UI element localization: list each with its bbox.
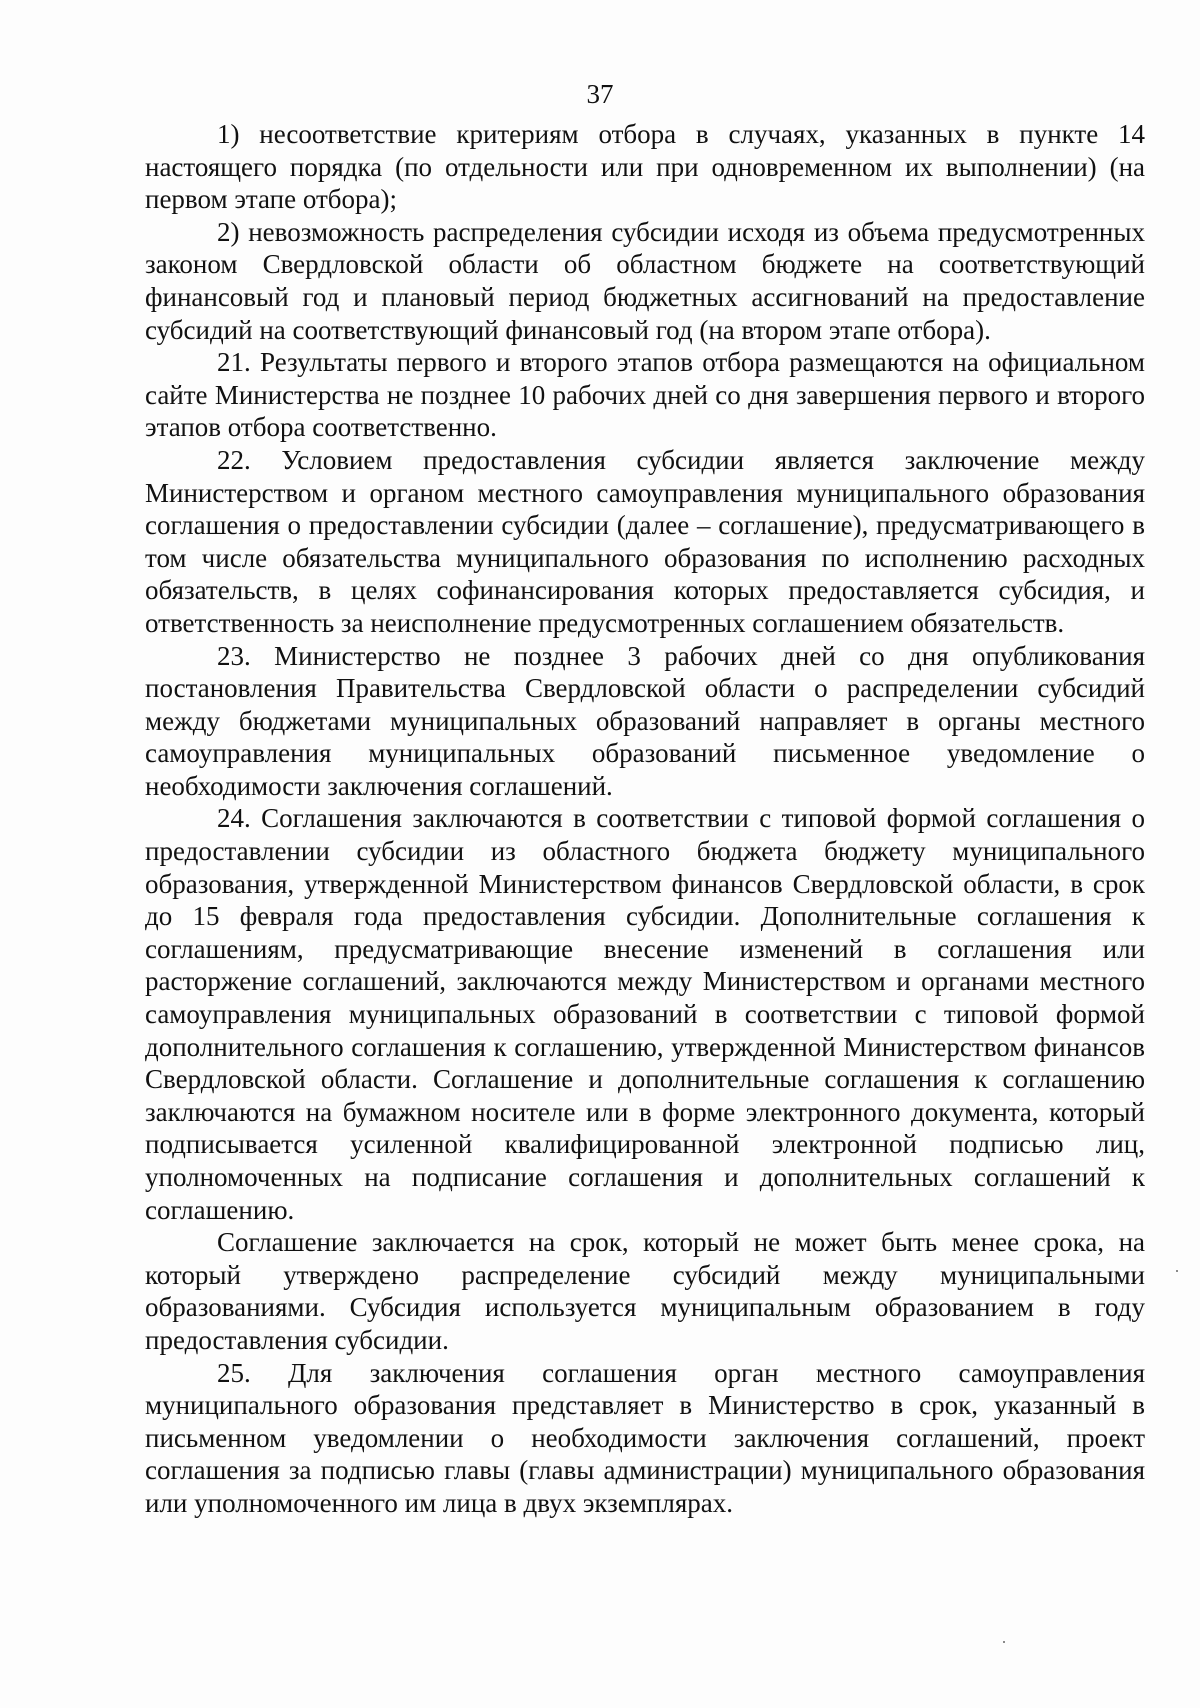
paragraph-23-notification: 23. Министерство не позднее 3 рабочих дней со дня опубликования постановления Правительства Свердловской области о распределении субсидий между бюджетами муниципальных образований направляет в органы местного самоуправления муниципальных образований письменное уведомление о необходимости заключения соглашений.	[145, 640, 1145, 801]
paragraph-agreement-term: Соглашение заключается на срок, который не может быть менее срока, на который утверждено распределение субсидий между муниципальными образованиями. Субсидия используется муниципальным образованием в году предоставления субсидии.	[145, 1227, 1145, 1355]
paragraph-criteria-mismatch: 1) несоответствие критериям отбора в случаях, указанных в пункте 14 настоящего порядка (по отдельности или при одновременном их выполнении) (на первом этапе отбора);	[145, 119, 1145, 215]
paragraph-24-agreements: 24. Соглашения заключаются в соответствии с типовой формой соглашения о предоставлении субсидии из областного бюджета бюджету муниципального образования, утвержденной Министерством финансов Свердловской области, в срок до 15 февраля года предоставления субсидии. Дополнительные соглашения к соглашениям, предусматривающие внесение изменений в соглашения или расторжение соглашений, заключаются между Министерством и органами местного самоуправления муниципальных образований в соответствии с типовой формой дополнительного соглашения к соглашению, утвержденной Министерством финансов Свердловской области. Соглашение и дополнительные соглашения к соглашению заключаются на бумажном носителе или в форме электронного документа, который подписывается усиленной квалифицированной электронной подписью лиц, уполномоченных на подписание соглашения и дополнительных соглашений к соглашению.	[145, 803, 1145, 1225]
scan-speck	[1003, 1641, 1005, 1643]
document-body	[145, 118, 1145, 1520]
paragraph-25-submission: 25. Для заключения соглашения орган местного самоуправления муниципального образования представляет в Министерство в срок, указанный в письменном уведомлении о необходимости заключения соглашений, проект соглашения за подписью главы (главы администрации) муниципального образования или уполномоченного им лица в двух экземплярах.	[145, 1357, 1145, 1518]
page-number: 37	[586, 79, 614, 109]
scan-speck	[1176, 1270, 1178, 1272]
paragraph-distribution-impossible: 2) невозможность распределения субсидии исходя из объема предусмотренных законом Свердловской области об областном бюджете на соответствующий финансовый год и плановый период бюджетных ассигнований на предоставление субсидий на соответствующий финансовый год (на втором этапе отбора).	[145, 216, 1145, 345]
paragraph-21-results: 21. Результаты первого и второго этапов отбора размещаются на официальном сайте Министерства не позднее 10 рабочих дней со дня завершения первого и второго этапов отбора соответственно.	[145, 347, 1145, 443]
paragraph-22-condition: 22. Условием предоставления субсидии является заключение между Министерством и органом местного самоуправления муниципального образования соглашения о предоставлении субсидии (далее – соглашение), предусматривающего в том числе обязательства муниципального образования по исполнению расходных обязательств, в целях софинансирования которых предоставляется субсидия, и ответственность за неисполнение предусмотренных соглашением обязательств.	[145, 444, 1145, 638]
